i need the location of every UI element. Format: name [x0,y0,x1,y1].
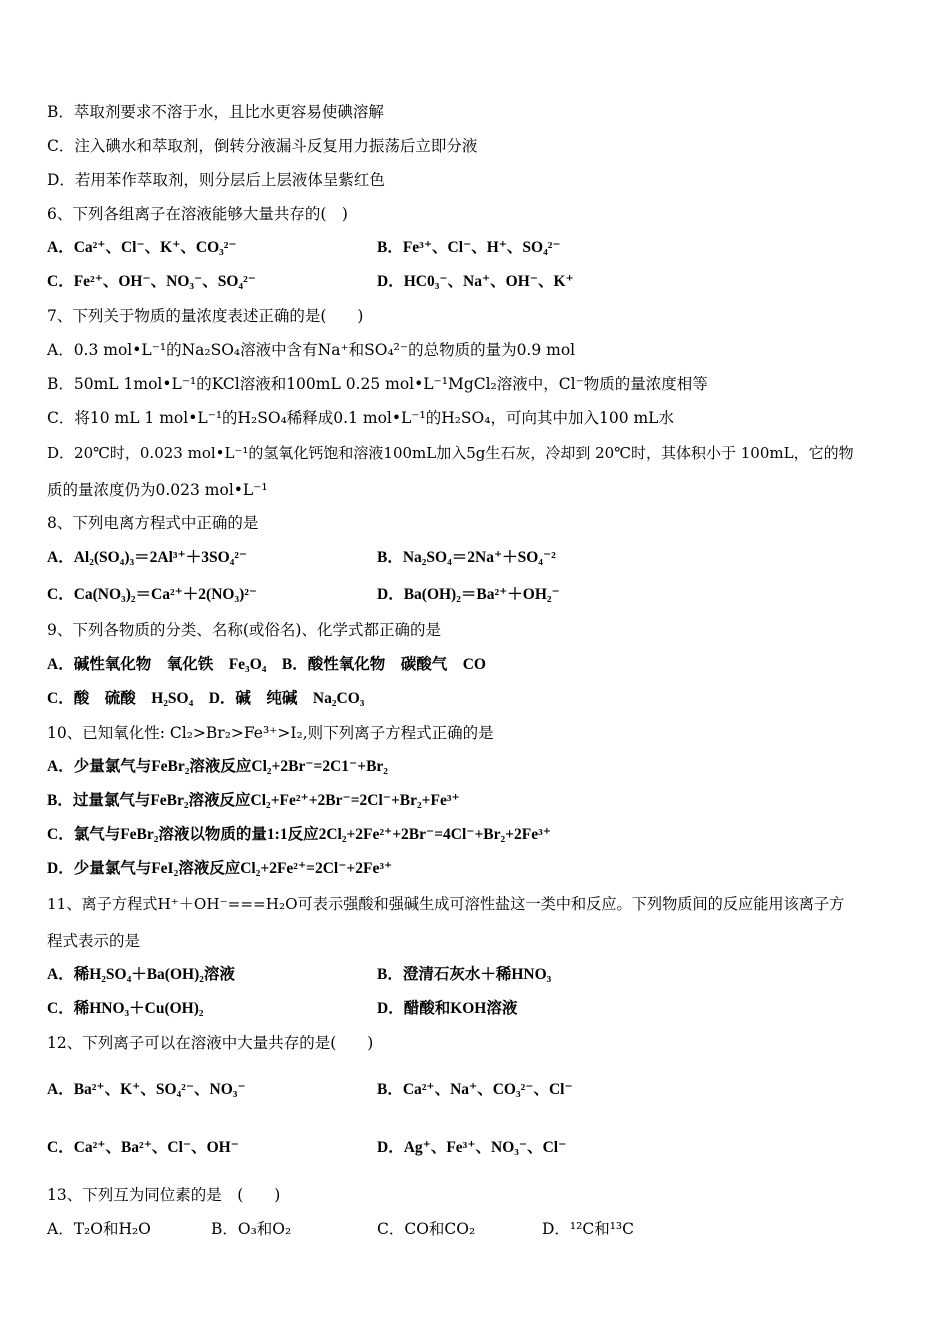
q6-option-b: B．Fe³⁺、Cl⁻、H⁺、SO₄²⁻ [377,239,561,256]
q5-option-c: C．注入碘水和萃取剂，倒转分液漏斗反复用力振荡后立即分液 [47,137,478,155]
q6-stem: 6、下列各组离子在溶液能够大量共存的( ) [47,205,348,223]
q6-option-c: C．Fe²⁺、OH⁻、NO₃⁻、SO₄²⁻ [47,273,256,290]
q5-option-b: B．萃取剂要求不溶于水，且比水更容易使碘溶解 [47,103,384,121]
q6-option-a: A．Ca²⁺、Cl⁻、K⁺、CO₃²⁻ [47,239,237,256]
q9-options-line2: C．酸 硫酸 H₂SO₄ D．碱 纯碱 Na₂CO₃ [47,690,365,707]
q11-option-b: B．澄清石灰水＋稀HNO₃ [377,966,552,983]
q9-stem: 9、下列各物质的分类、名称(或俗名)、化学式都正确的是 [47,621,441,639]
q13-option-d: D．¹²C和¹³C [542,1220,635,1238]
q11-stem-line1: 11、离子方程式H⁺＋OH⁻===H₂O可表示强酸和强碱生成可溶性盐这一类中和反应。下列物质间的反应能用该离子方 [47,895,845,913]
q11-option-c: C．稀HNO₃＋Cu(OH)₂ [47,1000,204,1017]
q10-option-b: B．过量氯气与FeBr₂溶液反应Cl₂+Fe²⁺+2Br⁻=2Cl⁻+Br₂+Fe³⁺ [47,792,460,809]
q13-option-b: B．O₃和O₂ [211,1220,292,1238]
q13-option-c: C．CO和CO₂ [377,1220,476,1238]
q13-option-a: A．T₂O和H₂O [47,1220,151,1238]
q12-stem: 12、下列离子可以在溶液中大量共存的是( ) [47,1034,374,1052]
q8-option-d: D．Ba(OH)₂＝Ba²⁺＋OH₂⁻ [377,586,560,603]
q13-stem: 13、下列互为同位素的是 ( ) [47,1186,281,1204]
q8-option-a: A．Al₂(SO₄)₃＝2Al³⁺＋3SO₄²⁻ [47,549,248,566]
q11-option-d: D．醋酸和KOH溶液 [377,1000,518,1017]
q7-option-d-line1: D．20℃时，0.023 mol•L⁻¹的氢氧化钙饱和溶液100mL加入5g生石灰，冷却到 20℃时，其体积小于 100mL，它的物 [47,444,854,462]
q10-option-a: A．少量氯气与FeBr₂溶液反应Cl₂+2Br⁻=2C1⁻+Br₂ [47,758,388,775]
q8-option-b: B．Na₂SO₄＝2Na⁺＋SO₄⁻² [377,549,556,566]
q7-option-d-line2: 质的量浓度仍为0.023 mol•L⁻¹ [47,481,268,499]
q11-option-a: A．稀H₂SO₄＋Ba(OH)₂溶液 [47,966,235,983]
q7-stem: 7、下列关于物质的量浓度表述正确的是( ) [47,307,364,325]
q9-options-line1: A．碱性氧化物 氧化铁 Fe₃O₄ B．酸性氧化物 碳酸气 CO [47,656,486,673]
q11-stem-line2: 程式表示的是 [47,932,141,950]
q8-option-c: C．Ca(NO₃)₂＝Ca²⁺＋2(NO₃)²⁻ [47,586,258,603]
q12-option-a: A．Ba²⁺、K⁺、SO₄²⁻、NO₃⁻ [47,1081,246,1098]
q10-option-c: C．氯气与FeBr₂溶液以物质的量1:1反应2Cl₂+2Fe²⁺+2Br⁻=4Cl⁻+Br₂+2Fe³⁺ [47,826,551,843]
q6-option-d: D．HC0₃⁻、Na⁺、OH⁻、K⁺ [377,273,574,290]
q12-option-c: C．Ca²⁺、Ba²⁺、Cl⁻、OH⁻ [47,1139,239,1156]
q12-option-b: B．Ca²⁺、Na⁺、CO₃²⁻、Cl⁻ [377,1081,573,1098]
q12-option-d: D．Ag⁺、Fe³⁺、NO₃⁻、Cl⁻ [377,1139,567,1156]
q7-option-a: A．0.3 mol•L⁻¹的Na₂SO₄溶液中含有Na⁺和SO₄²⁻的总物质的量为0.9 mol [47,341,576,359]
q10-stem: 10、已知氧化性: Cl₂>Br₂>Fe³⁺>I₂,则下列离子方程式正确的是 [47,724,494,742]
q7-option-b: B．50mL 1mol•L⁻¹的KCl溶液和100mL 0.25 mol•L⁻¹MgCl₂溶液中，Cl⁻物质的量浓度相等 [47,375,708,393]
q10-option-d: D．少量氯气与FeI₂溶液反应Cl₂+2Fe²⁺=2Cl⁻+2Fe³⁺ [47,860,393,877]
q8-stem: 8、下列电离方程式中正确的是 [47,514,259,532]
q7-option-c: C．将10 mL 1 mol•L⁻¹的H₂SO₄稀释成0.1 mol•L⁻¹的H₂SO₄，可向其中加入100 mL水 [47,409,674,427]
q5-option-d: D．若用苯作萃取剂，则分层后上层液体呈紫红色 [47,171,385,189]
